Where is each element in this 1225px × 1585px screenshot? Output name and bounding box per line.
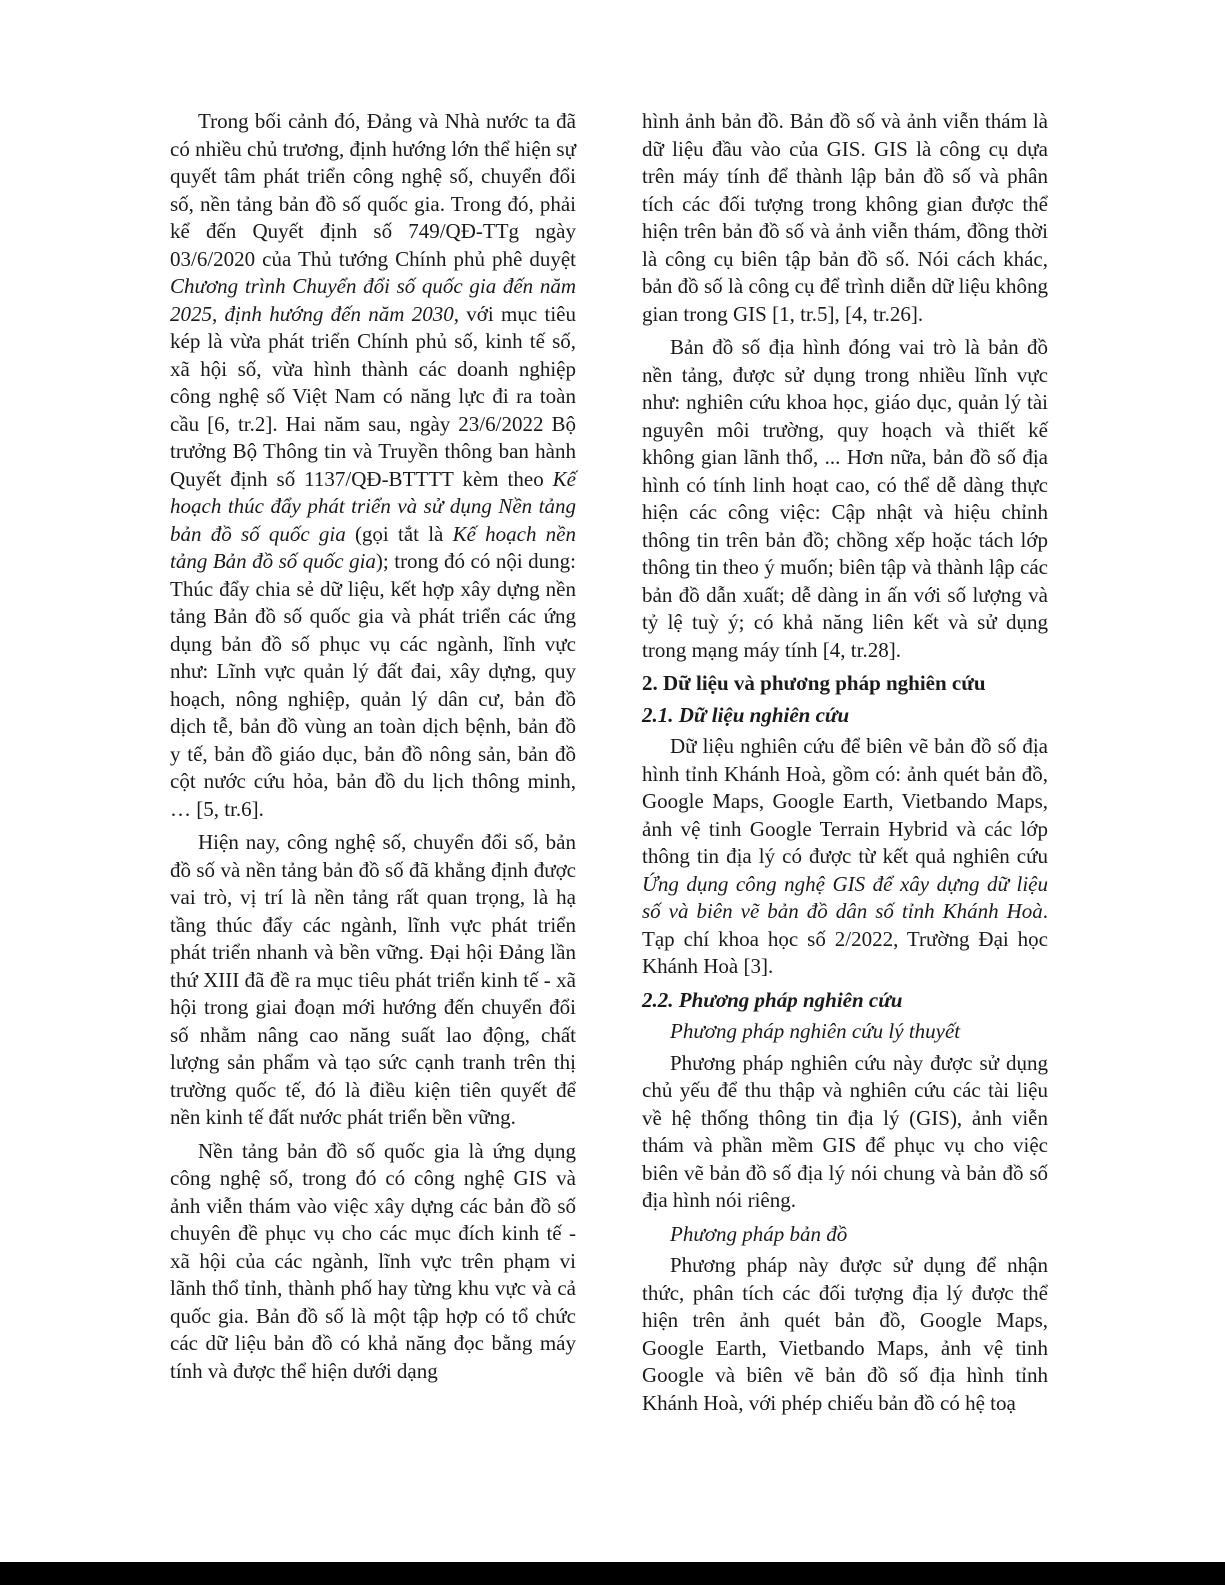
text-run: 2.1. Dữ liệu nghiên cứu	[642, 702, 850, 727]
italic-title: Kế hoạch thúc đẩy phát triển và sử dụng Nền tảng bản đồ số quốc gia	[170, 466, 576, 546]
paragraph	[170, 1138, 576, 1386]
text-run: Bản đồ số địa hình đóng vai trò là bản đồ nền tảng, được sử dụng trong nhiều lĩnh vực như: nghiên cứu khoa học, giáo dục, quản lý tài nguyên môi trường, quy hoạch và thiết kế không gian lãnh thổ, ... Hơn nữa, bản đồ số địa hình có tính linh hoạt cao, có thể dễ dàng thực hiện các công việc: Cập nhật và hiệu chỉnh thông tin trên bản đồ; chồng xếp hoặc tách lớp thông tin theo ý muốn; biên tập và thành lập các bản đồ dẫn xuất; dễ dàng in ấn với số lượng và tỷ lệ tuỳ ý; có khả năng liên kết và sử dụng trong mạng máy tính [4, tr.28].	[642, 335, 1048, 662]
left-column	[170, 108, 576, 1391]
paragraph	[642, 733, 1048, 981]
paragraph	[170, 108, 576, 823]
section-heading	[642, 670, 1048, 698]
text-run: Phương pháp nghiên cứu này được sử dụng chủ yếu để thu thập và nghiên cứu các tài liệu về hệ thống thông tin địa lý (GIS), ảnh viễn thám và phần mềm GIS để phục vụ cho việc biên vẽ bản đồ số địa lý nói chung và bản đồ số địa hình nói riêng.	[642, 1050, 1048, 1212]
text-run: 2.2. Phương pháp nghiên cứu	[642, 987, 903, 1012]
method-heading	[642, 1018, 1048, 1046]
subsection-heading	[642, 987, 1048, 1015]
text-run: (gọi tắt là	[345, 521, 453, 546]
paragraph	[642, 1252, 1048, 1417]
text-run: Hiện nay, công nghệ số, chuyển đổi số, bản đồ số và nền tảng bản đồ số đã khẳng định được vai trò, vị trí là nền tảng rất quan trọng, là hạ tầng thúc đẩy các ngành, lĩnh vực phát triển phát triển nhanh và bền vững. Đại hội Đảng lần thứ XIII đã đề ra mục tiêu phát triển kinh tế - xã hội trong giai đoạn mới hướng đến chuyển đổi số nhằm nâng cao năng suất lao động, chất lượng sản phẩm và tạo sức cạnh tranh trên thị trường quốc tế, đó là điều kiện tiên quyết để nền kinh tế đất nước phát triển bền vững.	[170, 830, 576, 1129]
paragraph-continued	[642, 108, 1048, 328]
text-run: Nền tảng bản đồ số quốc gia là ứng dụng công nghệ số, trong đó có công nghệ GIS và ảnh viễn thám vào việc xây dựng các bản đồ số chuyên đề phục vụ cho các mục đích kinh tế - xã hội của các ngành, lĩnh vực trên phạm vi lãnh thổ tỉnh, thành phố hay từng khu vực và cả quốc gia. Bản đồ số là một tập hợp có tổ chức các dữ liệu bản đồ có khả năng đọc bằng máy tính và được thể hiện dưới dạng	[170, 1138, 576, 1383]
text-run: hình ảnh bản đồ. Bản đồ số và ảnh viễn thám là dữ liệu đầu vào của GIS. GIS là công cụ dựa trên máy tính để thành lập bản đồ số và phân tích các đối tượng trong không gian được thể hiện trên bản đồ số và ảnh viễn thám, đồng thời là công cụ biên tập bản đồ số. Nói cách khác, bản đồ số là công cụ để trình diễn dữ liệu không gian trong GIS [1, tr.5], [4, tr.26].	[642, 109, 1048, 326]
text-run: ); trong đó có nội dung: Thúc đẩy chia sẻ dữ liệu, kết hợp xây dựng nền tảng Bản đồ số quốc gia và phát triển các ứng dụng bản đồ số phục vụ các ngành, lĩnh vực như: Lĩnh vực quản lý đất đai, xây dựng, quy hoạch, nông nghiệp, quản lý dân cư, bản đồ dịch tễ, bản đồ vùng an toàn dịch bệnh, bản đồ y tế, bản đồ giáo dục, bản đồ nông sản, bản đồ cột nước cứu hỏa, bản đồ du lịch thông minh, … [5, tr.6].	[170, 549, 576, 821]
text-run: Phương pháp bản đồ	[670, 1221, 848, 1246]
paragraph	[642, 334, 1048, 664]
text-run: . Tạp chí khoa học số 2/2022, Trường Đại học Khánh Hoà [3].	[642, 899, 1048, 978]
text-run: Phương pháp này được sử dụng để nhận thức, phân tích các đối tượng địa lý được thể hiện trên ảnh quét bản đồ, Google Maps, Google Earth, Vietbando Maps, ảnh vệ tinh Google và biên vẽ bản đồ số địa hình tỉnh Khánh Hoà, với phép chiếu bản đồ có hệ toạ	[642, 1253, 1048, 1415]
bottom-bar	[0, 1562, 1225, 1585]
text-run: Dữ liệu nghiên cứu để biên vẽ bản đồ số địa hình tỉnh Khánh Hoà, gồm có: ảnh quét bản đồ, Google Maps, Google Earth, Vietbando Maps, ảnh vệ tinh Google Terrain Hybrid và các lớp thông tin địa lý có được từ kết quả nghiên cứu	[642, 734, 1048, 868]
text-run: Phương pháp nghiên cứu lý thuyết	[670, 1019, 961, 1043]
right-column	[642, 108, 1048, 1423]
subsection-heading	[642, 702, 1048, 730]
paragraph	[642, 1050, 1048, 1215]
method-heading	[642, 1221, 1048, 1249]
italic-title: Kế hoạch nền tảng Bản đồ số quốc gia	[170, 521, 576, 573]
italic-title: Ứng dụng công nghệ GIS để xây dựng dữ liệu số và biên vẽ bản đồ dân số tỉnh Khánh Hoà	[642, 871, 1048, 923]
italic-title: Chương trình Chuyển đổi số quốc gia đến năm 2025, định hướng đến năm 2030	[170, 274, 576, 326]
text-run: Trong bối cảnh đó, Đảng và Nhà nước ta đã có nhiều chủ trương, định hướng lớn thể hiện sự quyết tâm phát triển công nghệ số, chuyển đổi số, nền tảng bản đồ số quốc gia. Trong đó, phải kể đến Quyết định số 749/QĐ-TTg ngày 03/6/2020 của Thủ tướng Chính phủ phê duyệt	[170, 109, 576, 271]
text-run: , với mục tiêu kép là vừa phát triển Chính phủ số, kinh tế số, xã hội số, vừa hình thành các doanh nghiệp công nghệ số Việt Nam có năng lực đi ra toàn cầu [6, tr.2]. Hai năm sau, ngày 23/6/2022 Bộ trưởng Bộ Thông tin và Truyền thông ban hành Quyết định số 1137/QĐ-BTTTT kèm theo	[170, 301, 576, 491]
paragraph	[170, 829, 576, 1132]
text-run: 2. Dữ liệu và phương pháp nghiên cứu	[642, 671, 986, 695]
